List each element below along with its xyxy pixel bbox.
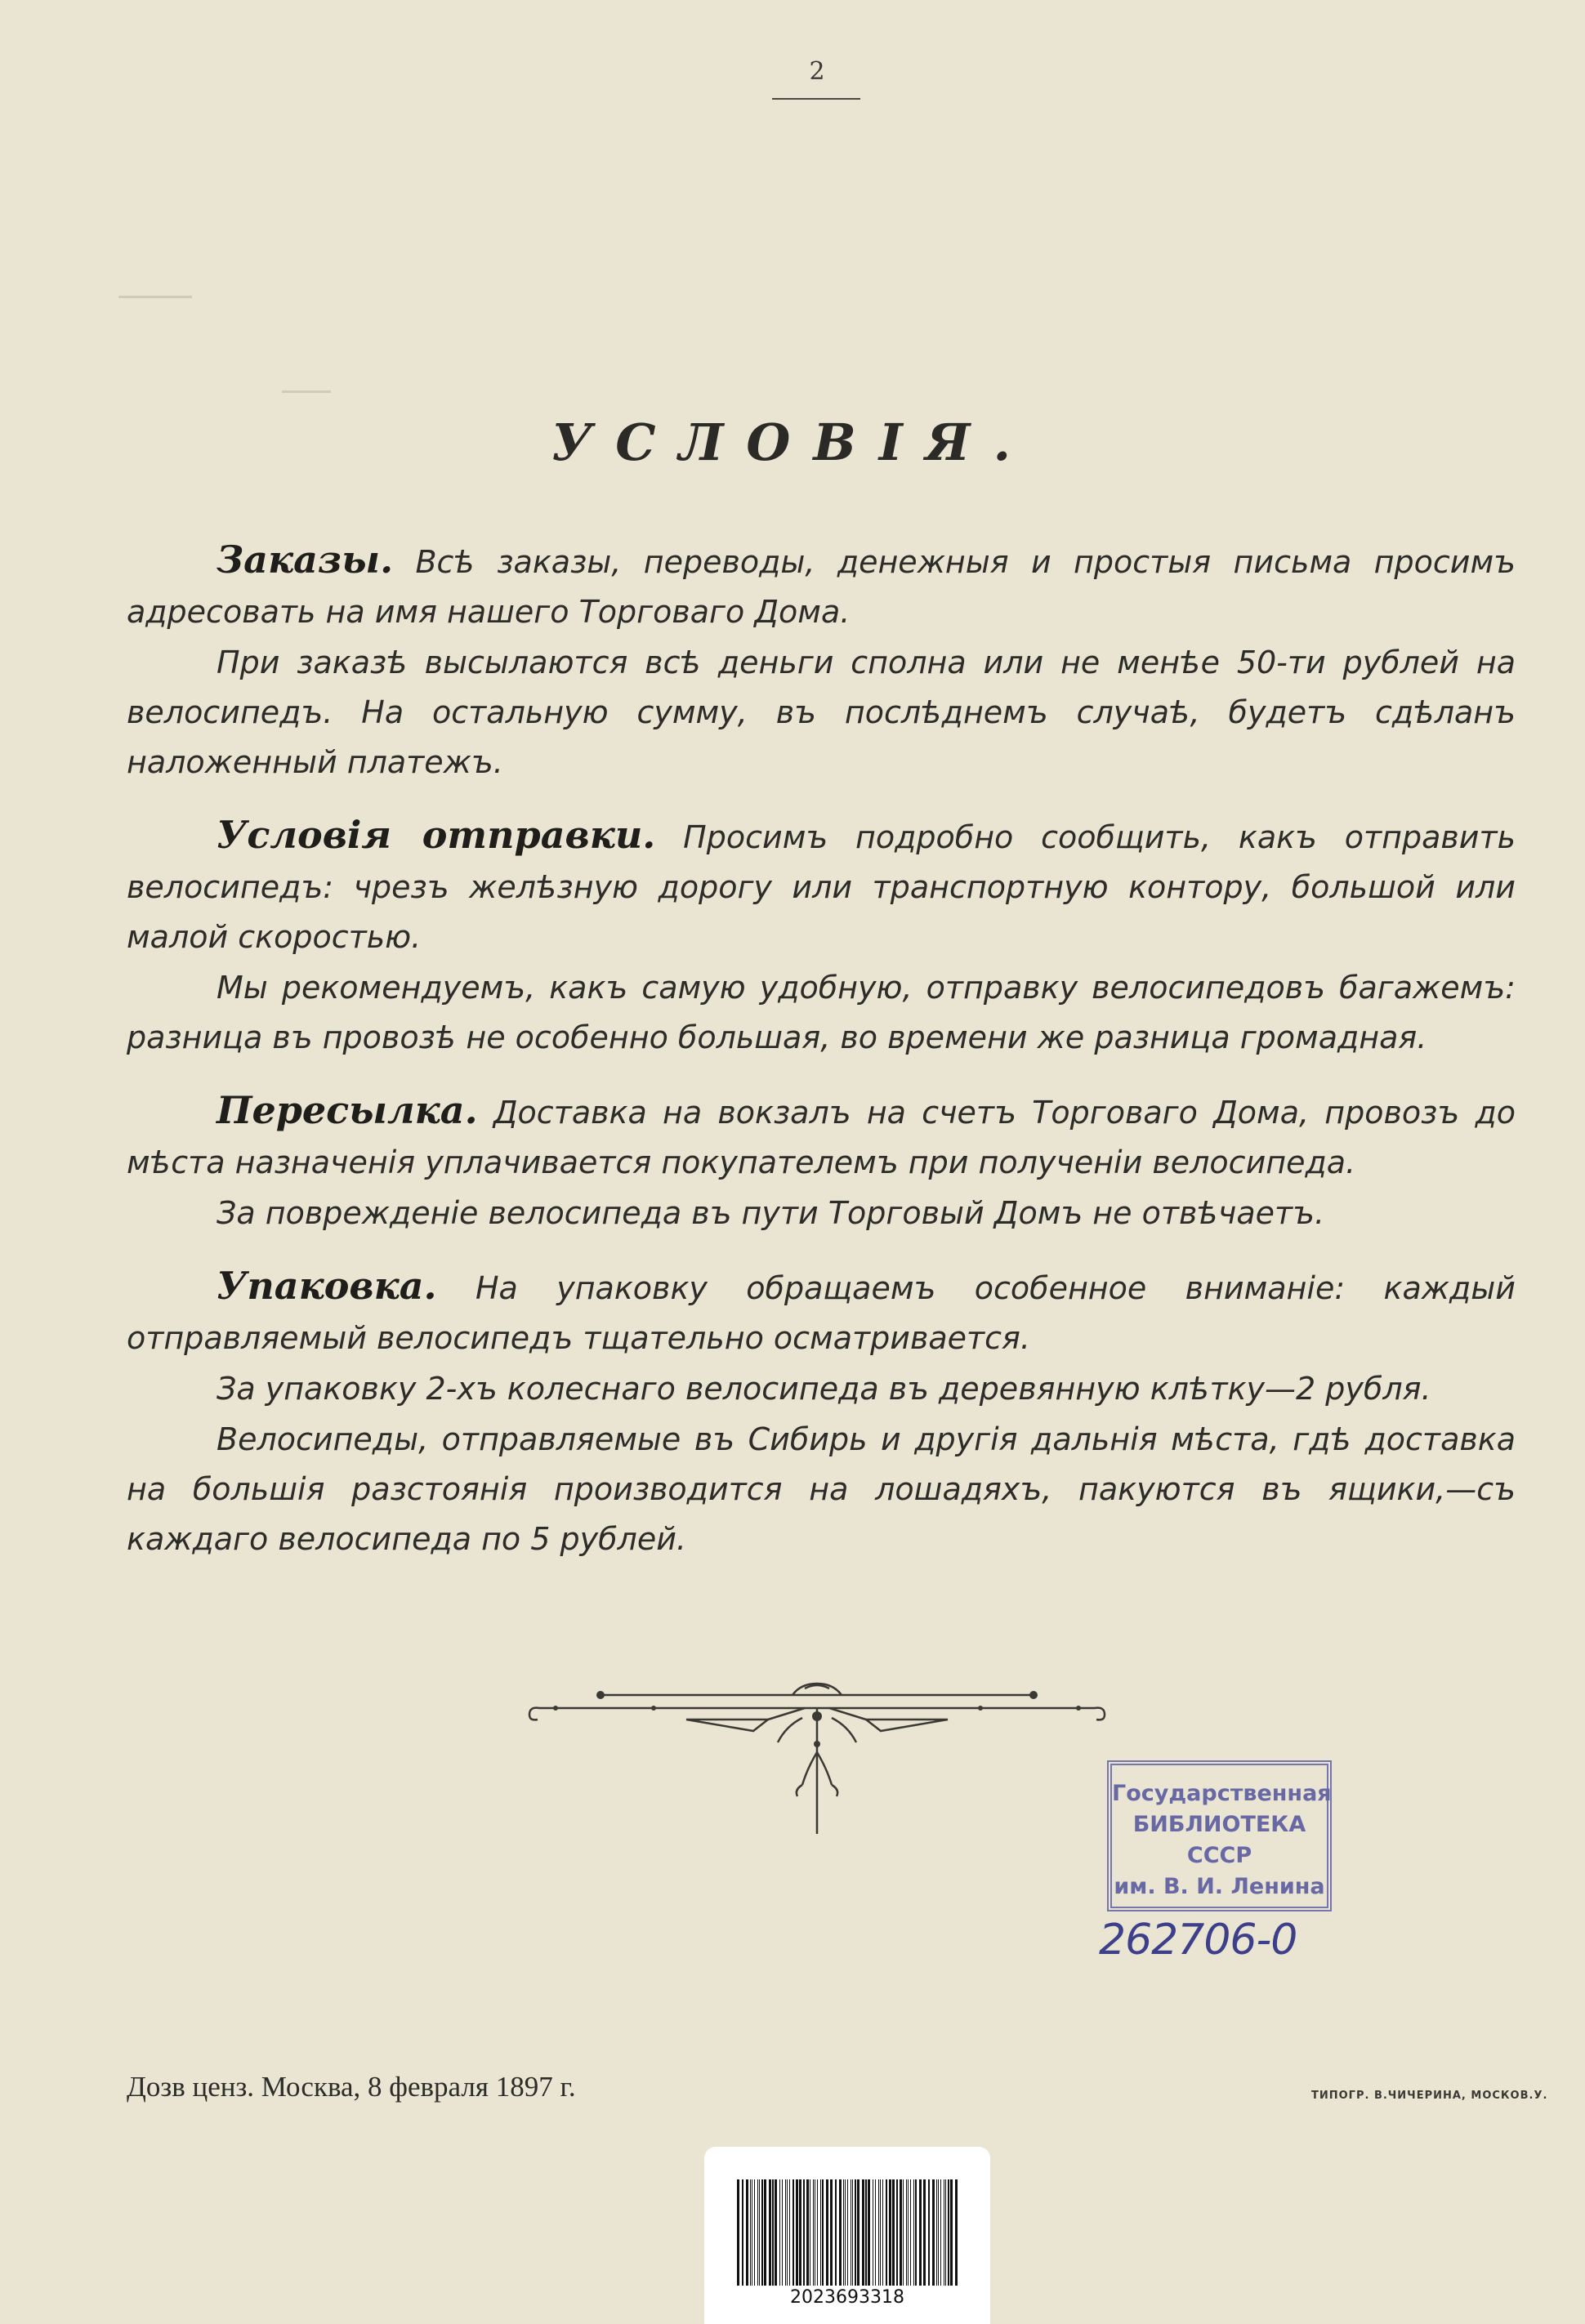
barcode-bar: [746, 2179, 748, 2286]
barcode-bar: [764, 2179, 766, 2286]
barcode-bar: [868, 2179, 870, 2286]
barcode-bar: [803, 2179, 805, 2286]
barcode-bar: [910, 2179, 911, 2286]
barcode-bar: [945, 2179, 946, 2286]
barcode-bar: [742, 2179, 743, 2286]
barcode: [737, 2179, 958, 2286]
barcode-bar: [938, 2179, 939, 2286]
barcode-bar: [813, 2179, 814, 2286]
barcode-bar: [817, 2179, 818, 2286]
conditions-text: [127, 535, 1516, 1565]
barcode-bar: [787, 2179, 788, 2286]
barcode-bar: [940, 2179, 941, 2286]
inventory-number: 262706-0: [1099, 1916, 1297, 1965]
orders-paragraph-1: Заказы. Всѣ заказы, переводы, денежныя и простыя письма просимъ адресовать на имя нашего Торговаго Дома.: [127, 538, 1516, 630]
barcode-bar: [875, 2179, 876, 2286]
barcode-bar: [845, 2179, 846, 2286]
barcode-bar: [913, 2179, 914, 2286]
barcode-bar: [906, 2179, 907, 2286]
paper-mark: [282, 390, 331, 393]
barcode-bar: [759, 2179, 760, 2286]
delivery-heading: Пересылка.: [217, 1088, 478, 1132]
packing-paragraph-2: За упаковку 2-хъ колеснаго велосипеда въ деревянную клѣтку—2 рубля.: [217, 1371, 1431, 1407]
barcode-bar: [785, 2179, 786, 2286]
barcode-bar: [955, 2179, 958, 2286]
barcode-bar: [855, 2179, 856, 2286]
paper-mark: [118, 296, 192, 298]
barcode-bar: [799, 2179, 801, 2286]
barcode-bar: [900, 2179, 902, 2286]
barcode-bar: [950, 2179, 953, 2286]
barcode-bar: [757, 2179, 758, 2286]
shipping-terms-paragraph-1: Условія отправки. Просимъ подробно сообщить, какъ отправить велосипедъ: чрезъ желѣзную дорогу или транспортную контору, большой или малой скоростью.: [127, 813, 1516, 955]
barcode-bar: [878, 2179, 879, 2286]
barcode-bar: [822, 2179, 824, 2286]
orders-heading: Заказы.: [217, 538, 394, 582]
barcode-bar: [932, 2179, 935, 2286]
barcode-bar: [847, 2179, 848, 2286]
shipping-terms-paragraph-2: Мы рекомендуемъ, какъ самую удобную, отправку велосипедовъ багажемъ: разница въ провозѣ не особенно большая, во времени же разница громадная.: [127, 970, 1516, 1055]
barcode-bar: [820, 2179, 821, 2286]
censorship-note: Дозв ценз. Москва, 8 февраля 1897 г.: [127, 2071, 576, 2103]
barcode-bar: [775, 2179, 777, 2286]
page-number-rule: [772, 98, 860, 100]
barcode-bar: [928, 2179, 930, 2286]
barcode-label: [704, 2147, 990, 2324]
page-title: УСЛОВІЯ.: [551, 413, 1034, 472]
barcode-bar: [886, 2179, 887, 2286]
page-number: 2: [809, 57, 825, 86]
barcode-bar: [830, 2179, 833, 2286]
decorative-ornament: [523, 1671, 1111, 1834]
barcode-bar: [826, 2179, 828, 2286]
packing-heading: Упаковка.: [217, 1264, 437, 1308]
barcode-bar: [779, 2179, 780, 2286]
packing-paragraph-3: Велосипеды, отправляемые въ Сибирь и другія дальнія мѣста, гдѣ доставка на большія разстоянія производится на лошадяхъ, пакуются въ ящики,—съ каждаго велосипеда по 5 рублей.: [127, 1421, 1516, 1557]
barcode-bar: [948, 2179, 949, 2286]
barcode-bar: [769, 2179, 771, 2286]
barcode-bar: [892, 2179, 895, 2286]
shipping-terms-heading: Условія отправки.: [217, 813, 656, 857]
barcode-bar: [882, 2179, 883, 2286]
barcode-bar: [852, 2179, 853, 2286]
barcode-bar: [792, 2179, 794, 2286]
packing-paragraph-1: Упаковка. На упаковку обращаемъ особенное вниманіе: каждый отправляемый велосипедъ тщательно осматривается.: [127, 1264, 1516, 1356]
barcode-bar: [835, 2179, 837, 2286]
barcode-bar: [896, 2179, 898, 2286]
barcode-bar: [754, 2179, 755, 2286]
orders-paragraph-2: При заказѣ высылаются всѣ деньги сполна или не менѣе 50-ти рублей на велосипедъ. На остальную сумму, въ послѣднемъ случаѣ, будетъ сдѣланъ наложенный платежъ.: [127, 645, 1516, 780]
barcode-bar: [865, 2179, 867, 2286]
barcode-bar: [915, 2179, 917, 2286]
library-stamp: Государственная БИБЛИОТЕКА СССР им. В. И. Ленина: [1107, 1760, 1332, 1911]
barcode-number: 2023693318: [790, 2287, 904, 2308]
barcode-bar: [750, 2179, 751, 2286]
barcode-bar: [772, 2179, 774, 2286]
barcode-bar: [806, 2179, 809, 2286]
delivery-paragraph-2: За поврежденіе велосипеда въ пути Торговый Домъ не отвѣчаетъ.: [217, 1195, 1325, 1231]
barcode-bar: [919, 2179, 922, 2286]
delivery-paragraph-1: Пересылка. Доставка на вокзалъ на счетъ Торговаго Дома, провозъ до мѣста назначенія уплачивается покупателемъ при полученіи велосипеда.: [127, 1088, 1516, 1180]
barcode-bar: [936, 2179, 937, 2286]
barcode-bar: [862, 2179, 864, 2286]
barcode-bar: [923, 2179, 926, 2286]
printer-imprint: ТИПОГР. В.ЧИЧЕРИНА, МОСКОВ.У.: [1311, 2090, 1548, 2102]
barcode-bar: [782, 2179, 783, 2286]
barcode-bar: [839, 2179, 842, 2286]
barcode-bar: [761, 2179, 763, 2286]
barcode-bar: [737, 2179, 739, 2286]
barcode-bar: [789, 2179, 790, 2286]
barcode-bar: [889, 2179, 891, 2286]
barcode-bar: [908, 2179, 909, 2286]
barcode-bar: [903, 2179, 904, 2286]
barcode-bar: [857, 2179, 859, 2286]
barcode-bar: [796, 2179, 798, 2286]
barcode-bar: [880, 2179, 881, 2286]
barcode-bar: [843, 2179, 844, 2286]
